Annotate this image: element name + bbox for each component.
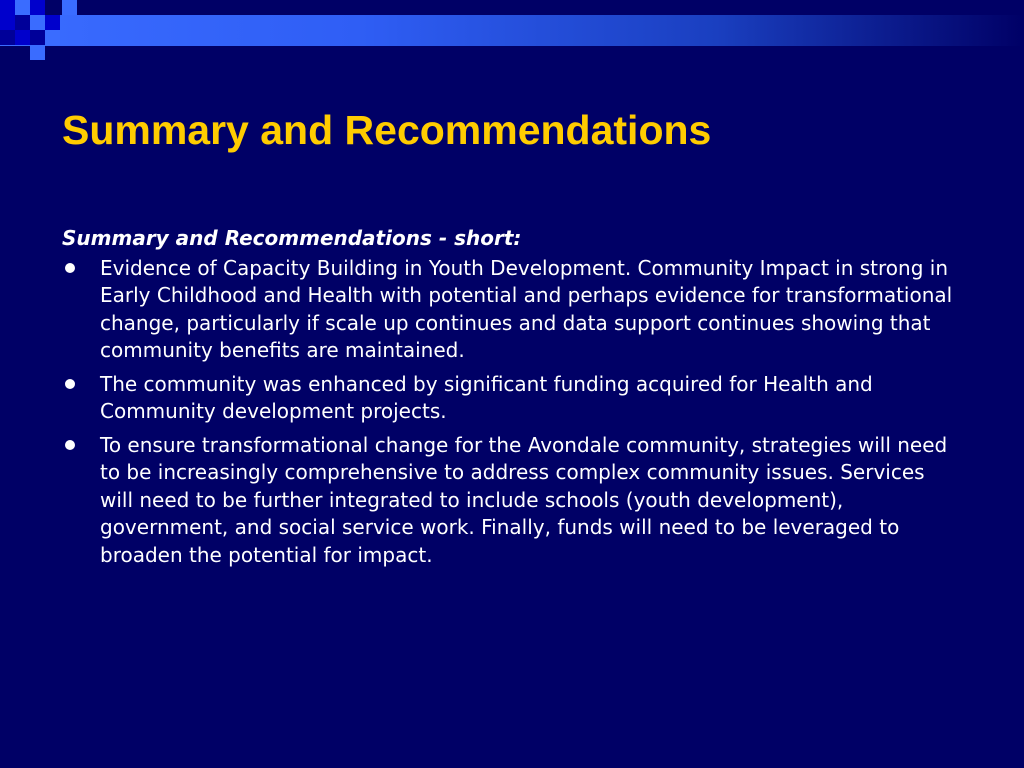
bullet-text: Evidence of Capacity Building in Youth Development. Community Impact in strong in Early Childhood and Health with potential and perhaps evidence for transformational change, particularly if scale up continues and data support continues showing that community benefits are maintained. [100, 255, 953, 362]
decor-square [30, 0, 45, 15]
decor-square [0, 15, 15, 30]
slide-subtitle: Summary and Recommendations - short: [62, 226, 522, 250]
decor-square [15, 15, 30, 30]
list-item [62, 432, 962, 570]
list-item [62, 371, 962, 426]
slide-title: Summary and Recommendations [62, 107, 712, 153]
decor-square [30, 15, 45, 30]
bullet-text: The community was enhanced by significant funding acquired for Health and Community development projects. [100, 371, 873, 423]
decor-square [62, 0, 77, 15]
decor-square [15, 30, 30, 45]
decor-square [0, 0, 15, 15]
decor-square [0, 30, 15, 45]
bullet-list [62, 255, 962, 570]
decor-square [45, 30, 60, 45]
decor-square [45, 15, 60, 30]
decor-square [30, 30, 45, 45]
bullet-dot-icon [65, 440, 75, 450]
bullet-text: To ensure transformational change for the Avondale community, strategies will need to be increasingly comprehensive to address complex community issues. Services will need to be further integrated to include schools (youth development), government, and social service work. Finally, funds will need to be leveraged to broaden the potential for impact. [100, 432, 948, 567]
bullet-dot-icon [65, 379, 75, 389]
decor-square [15, 0, 30, 15]
slide-content [62, 225, 962, 575]
list-item [62, 255, 962, 365]
decor-square [30, 45, 45, 60]
bullet-dot-icon [65, 263, 75, 273]
header-gradient-band [0, 15, 1024, 46]
